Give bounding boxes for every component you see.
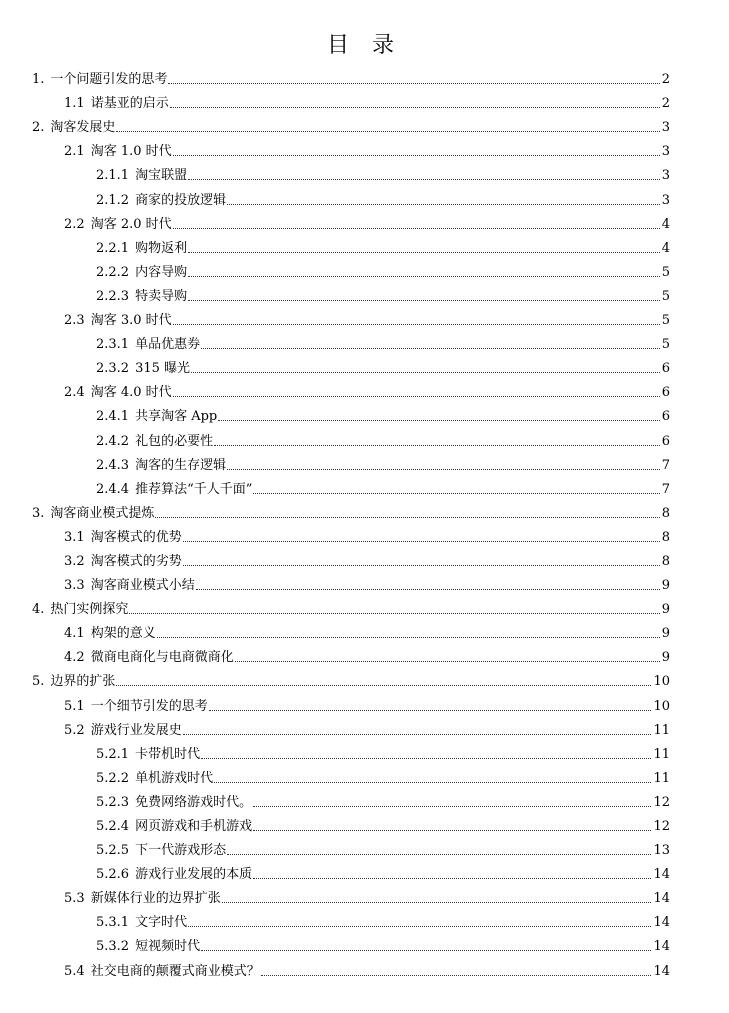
toc-entry-label xyxy=(64,964,260,980)
toc-entry-label xyxy=(96,265,187,281)
toc-entry[interactable] xyxy=(0,307,729,331)
toc-entry-page: 3 xyxy=(661,168,670,184)
toc-entry-number: 5.4 xyxy=(64,963,85,979)
dot-leader xyxy=(170,107,660,108)
toc-entry-number: 3.2 xyxy=(64,553,85,569)
toc-entry-label xyxy=(96,482,252,498)
toc-entry-label xyxy=(96,337,200,353)
toc-entry-page: 10 xyxy=(653,674,670,690)
dot-leader xyxy=(235,661,660,662)
toc-entry-text: 单品优惠券 xyxy=(135,337,201,353)
toc-entry-label xyxy=(64,385,172,401)
toc-entry-page: 7 xyxy=(661,457,670,473)
toc-entry-page: 3 xyxy=(661,192,670,208)
dot-leader xyxy=(261,975,652,976)
toc-entry-label xyxy=(96,843,226,859)
dot-leader xyxy=(173,228,660,229)
toc-entry-number: 5.2.6 xyxy=(96,867,130,883)
toc-entry-label xyxy=(96,193,226,209)
toc-entry-label xyxy=(32,674,115,690)
dot-leader xyxy=(155,517,659,518)
toc-entry-number: 5.2.2 xyxy=(96,770,130,786)
toc-entry-text: 淘客 2.0 时代 xyxy=(90,216,172,232)
toc-entry-text: 下一代游戏形态 xyxy=(135,843,227,859)
dot-leader xyxy=(201,348,660,349)
toc-entry-text: 构架的意义 xyxy=(90,626,156,642)
toc-entry[interactable] xyxy=(0,789,729,813)
toc-entry[interactable] xyxy=(0,668,729,692)
toc-entry-page: 14 xyxy=(653,891,670,907)
toc-entry-label xyxy=(96,458,226,474)
toc-entry[interactable] xyxy=(0,909,729,933)
toc-entry-label xyxy=(64,650,234,666)
toc-entry[interactable] xyxy=(0,741,729,765)
toc-entry-text: 边界的扩张 xyxy=(50,674,116,690)
dot-leader xyxy=(253,806,651,807)
toc-entry[interactable] xyxy=(0,813,729,837)
toc-entry-number: 2.3.2 xyxy=(96,361,130,377)
toc-entry-page: 8 xyxy=(661,529,670,545)
toc-entry-number: 2.2.2 xyxy=(96,264,130,280)
toc-entry-text: 热门实例探究 xyxy=(50,602,129,618)
toc-entry-label xyxy=(96,939,200,955)
toc-entry[interactable] xyxy=(0,596,729,620)
toc-entry-text: 社交电商的颠覆式商业模式？ xyxy=(90,963,260,979)
dot-leader xyxy=(201,950,651,951)
toc-entry[interactable] xyxy=(0,66,729,90)
toc-entry[interactable] xyxy=(0,331,729,355)
toc-entry[interactable] xyxy=(0,403,729,427)
toc-entry[interactable] xyxy=(0,211,729,235)
toc-entry-text: 一个问题引发的思考 xyxy=(50,72,168,88)
toc-entry-number: 5.2.4 xyxy=(96,819,130,834)
dot-leader xyxy=(116,131,659,132)
toc-entry[interactable] xyxy=(0,885,729,909)
toc-entry-number: 4.1 xyxy=(64,626,85,642)
toc-entry-text: 淘宝联盟 xyxy=(135,168,188,184)
toc-entry-label xyxy=(64,626,156,642)
toc-entry-number: 2.4.2 xyxy=(96,433,130,449)
dot-leader xyxy=(188,276,660,277)
toc-entry-text: 礼包的必要性 xyxy=(135,433,214,449)
dot-leader xyxy=(201,758,651,759)
toc-entry[interactable] xyxy=(0,692,729,716)
toc-entry-text: 卡带机时代 xyxy=(135,746,201,762)
toc-entry-number: 2. xyxy=(32,120,45,136)
dot-leader xyxy=(173,155,660,156)
toc-entry-text: 网页游戏和手机游戏 xyxy=(135,819,253,834)
toc-entry[interactable] xyxy=(0,765,729,789)
dot-leader xyxy=(157,637,660,638)
toc-entry-page: 11 xyxy=(653,722,670,738)
toc-entry-number: 2.1.1 xyxy=(96,168,130,184)
toc-entry-text: 单机游戏时代 xyxy=(135,770,214,786)
toc-entry-number: 3. xyxy=(32,505,45,521)
toc-entry-text: 游戏行业发展的本质 xyxy=(135,867,253,883)
toc-entry-label xyxy=(96,289,187,305)
toc-entry-number: 5.2.3 xyxy=(96,794,130,810)
toc-entry-label xyxy=(32,120,115,136)
toc-entry-page: 5 xyxy=(661,337,670,353)
toc-entry[interactable] xyxy=(0,379,729,403)
toc-entry-text: 商家的投放逻辑 xyxy=(135,192,227,208)
toc-entry[interactable] xyxy=(0,90,729,114)
toc-entry-number: 2.3.1 xyxy=(96,337,130,353)
dot-leader xyxy=(183,565,660,566)
toc-entry-page: 9 xyxy=(661,602,670,618)
toc-entry-page: 12 xyxy=(653,794,670,810)
toc-entry-text: 短视频时代 xyxy=(135,939,201,955)
toc-entry[interactable] xyxy=(0,620,729,644)
toc-entry-text: 淘客的生存逻辑 xyxy=(135,457,227,473)
toc-entry-label xyxy=(96,409,217,425)
toc-entry[interactable] xyxy=(0,235,729,259)
toc-entry[interactable] xyxy=(0,114,729,138)
toc-entry-number: 5.2 xyxy=(64,722,85,738)
toc-entry-label xyxy=(96,795,252,811)
toc-entry-number: 2.2.3 xyxy=(96,288,130,304)
toc-entry[interactable] xyxy=(0,933,729,957)
dot-leader xyxy=(183,734,652,735)
toc-entry-number: 4. xyxy=(32,602,45,618)
toc-entry-number: 5.3 xyxy=(64,891,85,907)
dot-leader xyxy=(168,83,659,84)
toc-entry-label xyxy=(64,217,172,233)
toc-entry-page: 6 xyxy=(661,361,670,377)
toc-entry-number: 2.4 xyxy=(64,385,85,401)
toc-entry-page: 7 xyxy=(661,481,670,497)
toc-entry-label xyxy=(96,915,187,931)
toc-entry-label xyxy=(64,144,172,160)
dot-leader xyxy=(188,926,651,927)
toc-entry-label xyxy=(64,578,195,594)
dot-leader xyxy=(253,493,659,494)
toc-entry-number: 2.1.2 xyxy=(96,192,130,208)
toc-entry[interactable] xyxy=(0,186,729,210)
toc-entry-text: 微商电商化与电商微商化 xyxy=(90,650,234,666)
toc-entry-number: 3.3 xyxy=(64,578,85,594)
dot-leader xyxy=(227,854,651,855)
toc-entry-text: 推荐算法“千人千面” xyxy=(135,481,253,497)
toc-entry[interactable] xyxy=(0,162,729,186)
dot-leader xyxy=(173,324,660,325)
toc-entry-label xyxy=(64,96,169,112)
toc-entry-label xyxy=(32,602,128,618)
toc-entry-page: 13 xyxy=(653,843,670,859)
toc-entry-number: 2.4.4 xyxy=(96,481,130,497)
toc-entry-page: 2 xyxy=(661,72,670,88)
toc-entry-number: 2.2.1 xyxy=(96,240,130,256)
toc-entry-text: 内容导购 xyxy=(135,264,188,280)
toc-entry[interactable] xyxy=(0,572,729,596)
toc-entry[interactable] xyxy=(0,476,729,500)
toc-entry-page: 12 xyxy=(653,819,670,834)
toc-entry-text: 淘客 3.0 时代 xyxy=(90,313,172,329)
toc-entry-label xyxy=(64,554,182,570)
toc-entry-label xyxy=(96,819,252,835)
toc-entry[interactable] xyxy=(0,717,729,741)
toc-entry-page: 14 xyxy=(653,867,670,883)
dot-leader xyxy=(218,420,659,421)
toc-entry-text: 购物返利 xyxy=(135,240,188,256)
toc-entry[interactable] xyxy=(0,355,729,379)
toc-entry-text: 共享淘客 App xyxy=(135,409,218,425)
toc-entry-number: 2.3 xyxy=(64,313,85,329)
toc-entry-page: 8 xyxy=(661,505,670,521)
toc-entry-number: 2.1 xyxy=(64,144,85,160)
toc-entry[interactable] xyxy=(0,644,729,668)
toc-entry[interactable] xyxy=(0,500,729,524)
toc-entry-page: 2 xyxy=(661,96,670,112)
toc-entry-text: 诺基亚的启示 xyxy=(90,96,169,112)
dot-leader xyxy=(227,469,660,470)
dot-leader xyxy=(188,300,660,301)
toc-entry-text: 新媒体行业的边界扩张 xyxy=(90,891,221,907)
toc-entry-page: 10 xyxy=(653,698,670,714)
dot-leader xyxy=(214,445,660,446)
toc-entry-text: 淘客发展史 xyxy=(50,120,116,136)
toc-entry-page: 4 xyxy=(661,240,670,256)
toc-entry-label xyxy=(96,771,213,787)
toc-entry-page: 5 xyxy=(661,288,670,304)
dot-leader xyxy=(214,782,651,783)
toc-entry[interactable] xyxy=(0,138,729,162)
toc-entry[interactable] xyxy=(0,861,729,885)
toc-entry-number: 1.1 xyxy=(64,96,85,112)
toc-entry-number: 5. xyxy=(32,674,45,690)
toc-entry-number: 2.4.3 xyxy=(96,457,130,473)
toc-entry-text: 免费网络游戏时代。 xyxy=(135,794,253,810)
toc-entry-label xyxy=(96,241,187,257)
toc-entry-label xyxy=(96,747,200,763)
toc-entry-label xyxy=(96,434,213,450)
toc-entry-page: 11 xyxy=(653,746,670,762)
toc-entry-page: 6 xyxy=(661,433,670,449)
toc-entry-label xyxy=(64,530,182,546)
toc-entry-page: 14 xyxy=(653,939,670,955)
toc-entry-number: 5.3.1 xyxy=(96,915,130,931)
toc-entry-label xyxy=(32,72,167,88)
toc-entry[interactable] xyxy=(0,524,729,548)
toc-entry[interactable] xyxy=(0,283,729,307)
toc-entry-label xyxy=(64,891,221,907)
toc-entry-number: 2.2 xyxy=(64,216,85,232)
dot-leader xyxy=(196,589,660,590)
toc-entry-text: 一个细节引发的思考 xyxy=(90,698,208,714)
toc-entry-text: 淘客模式的劣势 xyxy=(90,553,182,569)
dot-leader xyxy=(129,613,659,614)
toc-entry-page: 5 xyxy=(661,264,670,280)
toc-entry-label xyxy=(64,723,182,739)
dot-leader xyxy=(116,685,651,686)
toc-entry-label xyxy=(96,867,252,883)
toc-entry-text: 淘客 1.0 时代 xyxy=(90,144,172,160)
toc-entry-page: 8 xyxy=(661,553,670,569)
toc-entry-label xyxy=(64,313,172,329)
dot-leader xyxy=(253,878,651,879)
toc-entry-text: 淘客模式的优势 xyxy=(90,529,182,545)
toc-entry[interactable] xyxy=(0,452,729,476)
toc-entry-page: 9 xyxy=(661,650,670,666)
toc-entry-label xyxy=(32,506,154,522)
dot-leader xyxy=(227,204,660,205)
toc-entry-page: 6 xyxy=(661,385,670,401)
toc-entry[interactable] xyxy=(0,548,729,572)
toc-title: 目 录 xyxy=(327,33,402,58)
toc-entry-text: 文字时代 xyxy=(135,915,188,931)
toc-entry-number: 5.1 xyxy=(64,698,85,714)
toc-entry-label xyxy=(96,168,187,184)
dot-leader xyxy=(183,541,660,542)
dot-leader xyxy=(188,252,660,253)
toc-entry-page: 9 xyxy=(661,626,670,642)
toc-entry-page: 5 xyxy=(661,313,670,329)
dot-leader xyxy=(253,830,651,831)
toc-entry-text: 淘客商业模式小结 xyxy=(90,578,195,594)
toc-entry-page: 4 xyxy=(661,216,670,232)
toc-entry-page: 11 xyxy=(653,770,670,786)
toc-entry-page: 3 xyxy=(661,120,670,136)
dot-leader xyxy=(209,710,652,711)
toc-entry-text: 淘客商业模式提炼 xyxy=(50,505,155,521)
toc-entry-label xyxy=(64,699,208,715)
toc-entry-number: 2.4.1 xyxy=(96,409,130,425)
dot-leader xyxy=(188,179,660,180)
toc-entry-page: 9 xyxy=(661,578,670,594)
toc-entry-text: 游戏行业发展史 xyxy=(90,722,182,738)
toc-entry-number: 4.2 xyxy=(64,650,85,666)
toc-entry[interactable] xyxy=(0,957,729,981)
toc-entry-number: 1. xyxy=(32,72,45,88)
toc-entry-number: 3.1 xyxy=(64,529,85,545)
toc-entry[interactable] xyxy=(0,259,729,283)
toc-entry-page: 3 xyxy=(661,144,670,160)
toc-entry-page: 14 xyxy=(653,915,670,931)
toc-entry-page: 14 xyxy=(653,963,670,979)
toc-entry-number: 5.2.5 xyxy=(96,843,130,859)
table-of-contents xyxy=(0,66,729,982)
toc-entry-text: 淘客 4.0 时代 xyxy=(90,385,172,401)
toc-entry-number: 5.2.1 xyxy=(96,746,130,762)
toc-entry-label xyxy=(96,361,190,377)
toc-entry[interactable] xyxy=(0,427,729,451)
dot-leader xyxy=(222,902,652,903)
toc-entry-number: 5.3.2 xyxy=(96,939,130,955)
toc-entry-text: 315 曝光 xyxy=(135,361,191,377)
dot-leader xyxy=(173,396,660,397)
toc-entry[interactable] xyxy=(0,837,729,861)
toc-entry-page: 6 xyxy=(661,409,670,425)
toc-entry-text: 特卖导购 xyxy=(135,288,188,304)
dot-leader xyxy=(191,372,660,373)
